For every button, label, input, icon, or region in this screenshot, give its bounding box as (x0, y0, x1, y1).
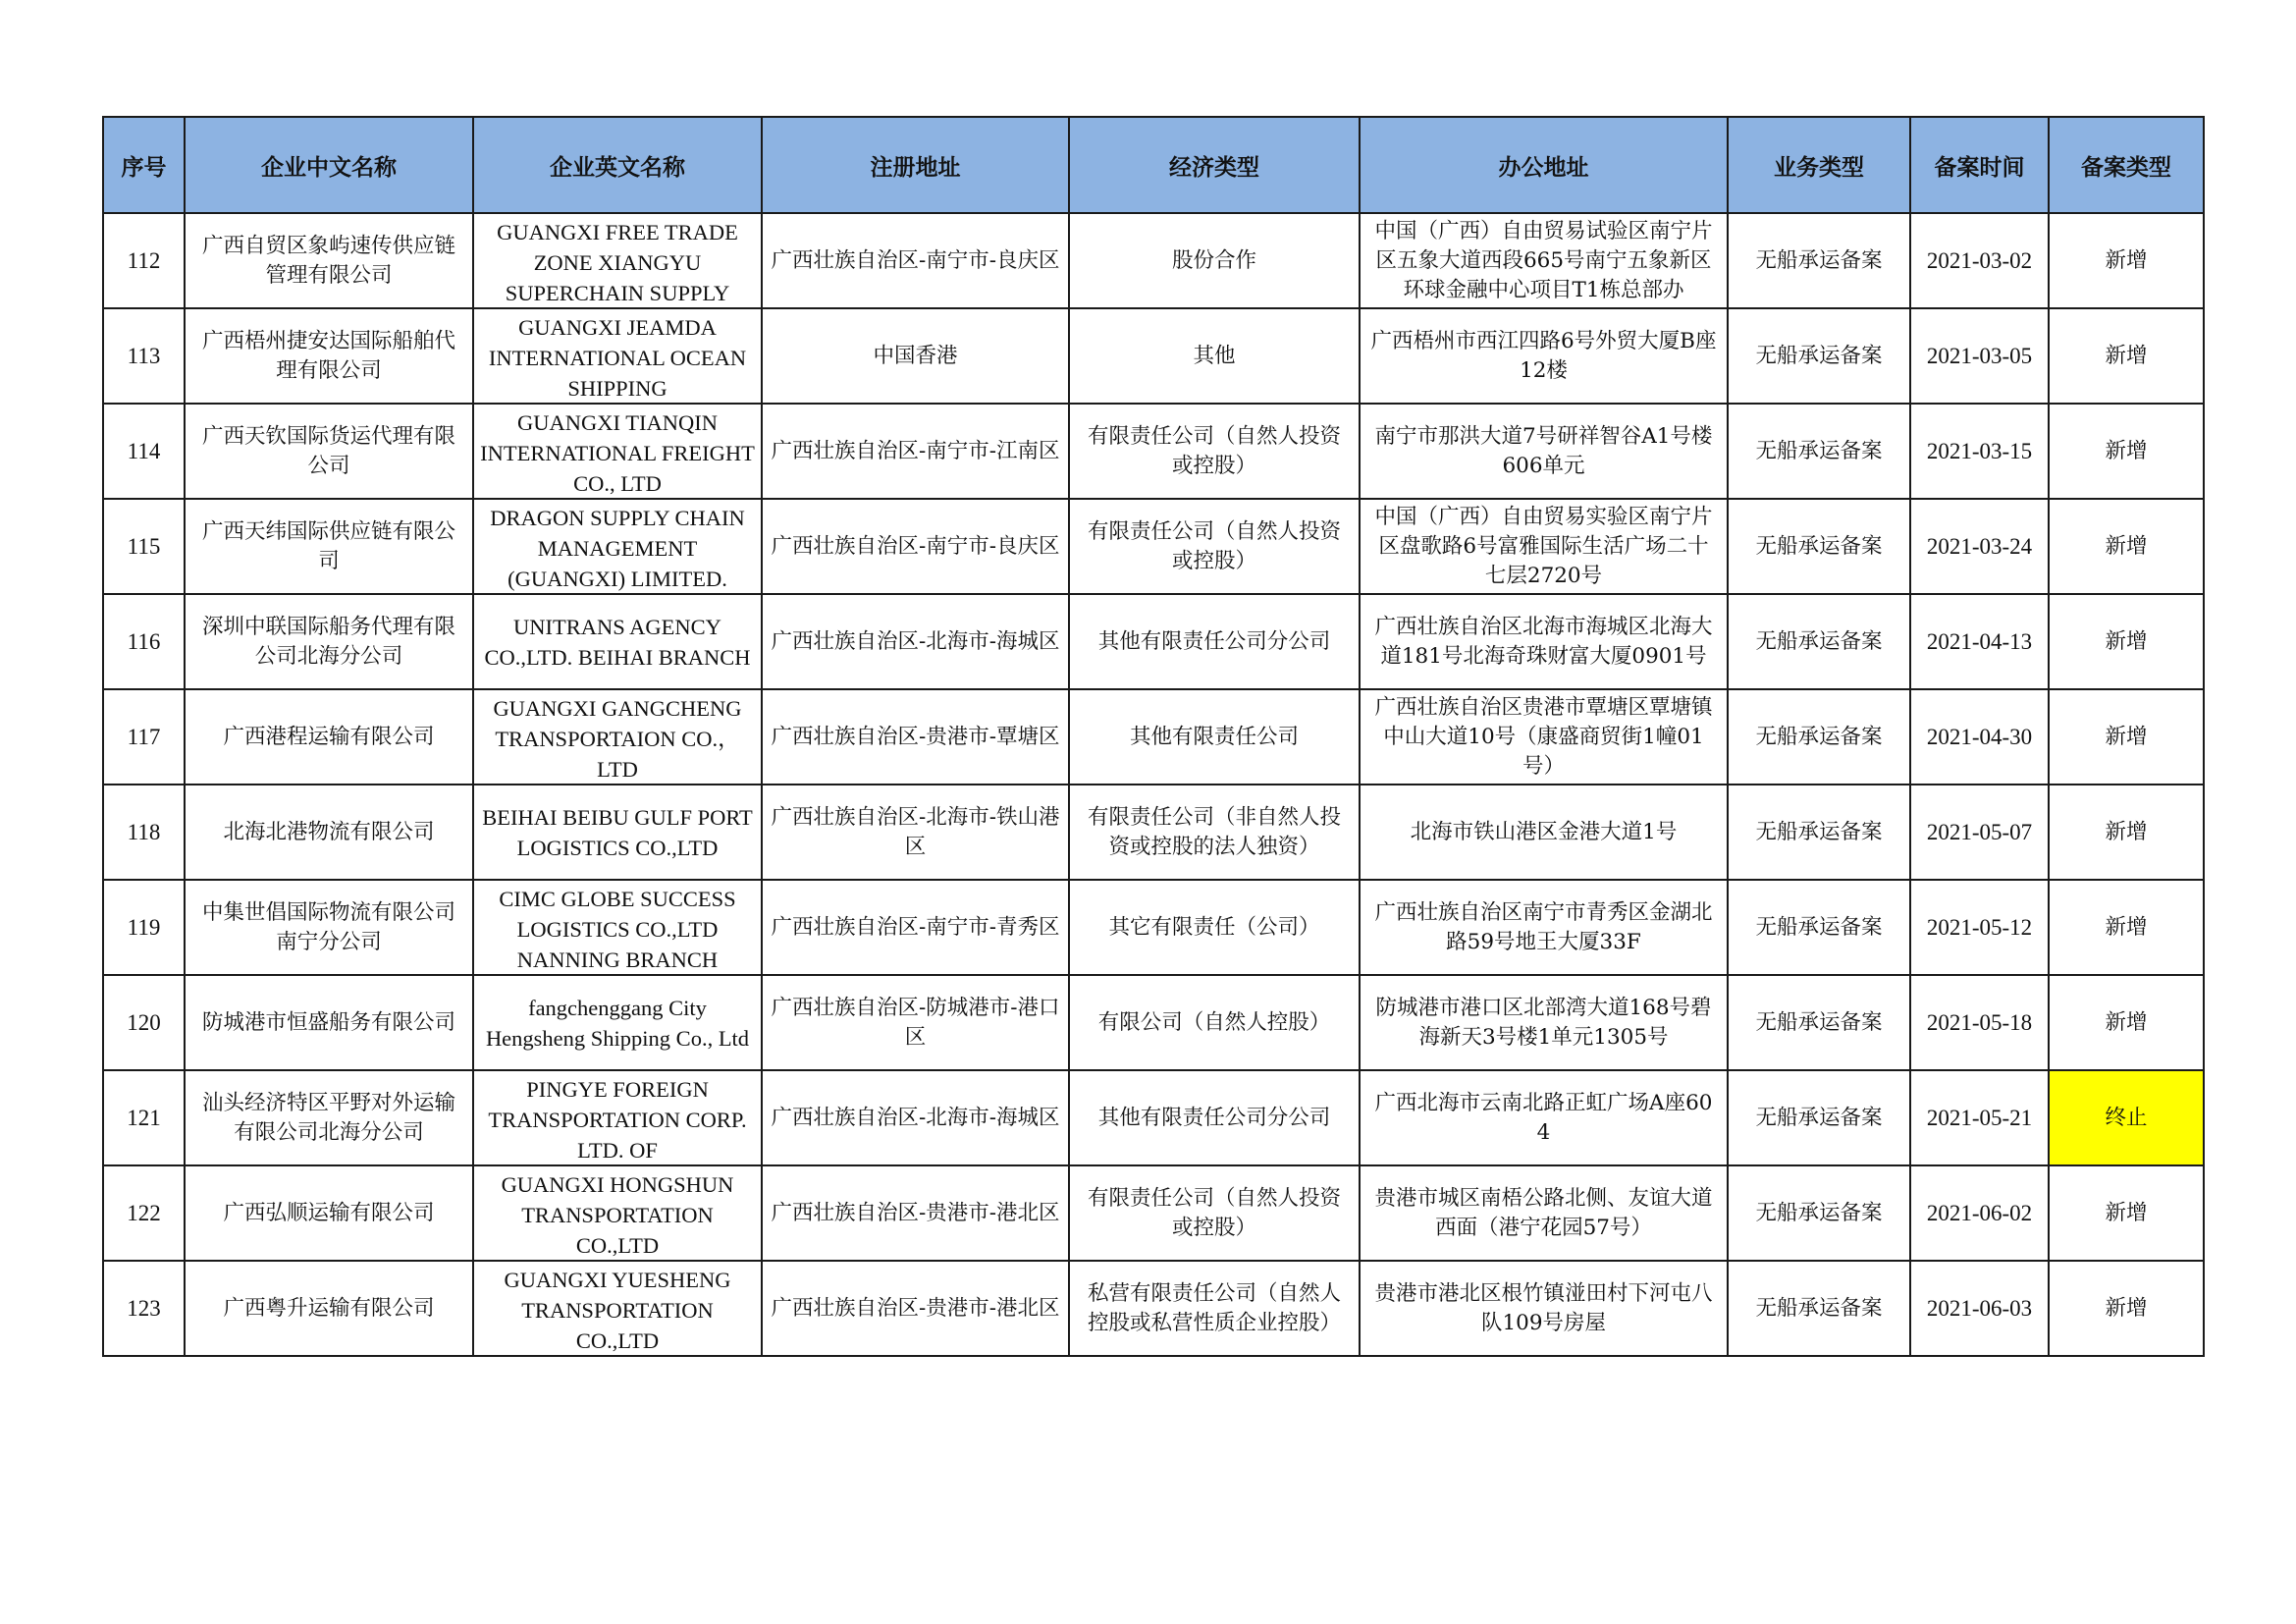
cell-filing-type-text: 新增 (2105, 819, 2148, 844)
header-cell-cn-name: 企业中文名称 (185, 117, 473, 213)
cell-biz-type (1728, 975, 1910, 1070)
cell-cn-name (185, 689, 473, 785)
cell-en-name (473, 785, 762, 880)
cell-office-addr (1360, 689, 1728, 785)
cell-en-name (473, 594, 762, 689)
cell-biz-type-text: 无船承运备案 (1755, 533, 1883, 559)
cell-en-name (473, 1261, 762, 1356)
cell-biz-type (1728, 308, 1910, 404)
table-row (103, 785, 2204, 880)
cell-cn-name-text: 广西港程运输有限公司 (223, 724, 435, 749)
cell-econ-type-text: 其它有限责任（公司） (1108, 914, 1320, 940)
cell-biz-type-text: 无船承运备案 (1755, 1105, 1883, 1130)
cell-en-name-text: GUANGXI TIANQIN INTERNATIONAL FREIGHT CO., LTD (480, 409, 755, 496)
cell-office-addr-text: 广西壮族自治区贵港市覃塘区覃塘镇中山大道10号（康盛商贸街1幢01号） (1374, 694, 1713, 779)
cell-office-addr (1360, 975, 1728, 1070)
cell-reg-addr (762, 1261, 1069, 1356)
cell-cn-name (185, 1070, 473, 1165)
cell-filing-type-text: 新增 (2105, 1295, 2148, 1321)
cell-no (103, 213, 185, 308)
cell-biz-type (1728, 594, 1910, 689)
cell-biz-type-text: 无船承运备案 (1755, 343, 1883, 368)
cell-cn-name-text: 广西弘顺运输有限公司 (223, 1200, 435, 1225)
cell-date (1910, 1261, 2049, 1356)
cell-no (103, 594, 185, 689)
cell-reg-addr (762, 1165, 1069, 1261)
cell-econ-type (1069, 689, 1360, 785)
cell-reg-addr (762, 689, 1069, 785)
cell-date (1910, 975, 2049, 1070)
cell-date-text: 2021-05-12 (1926, 914, 2033, 940)
cell-no-text: 122 (127, 1200, 161, 1225)
cell-date-text: 2021-03-02 (1926, 247, 2033, 273)
cell-biz-type (1728, 785, 1910, 880)
cell-econ-type (1069, 308, 1360, 404)
cell-econ-type (1069, 1165, 1360, 1261)
cell-en-name (473, 308, 762, 404)
cell-cn-name-text: 防城港市恒盛船务有限公司 (201, 1009, 455, 1035)
cell-office-addr-text: 中国（广西）自由贸易试验区南宁片区五象大道西段665号南宁五象新区环球金融中心项目T1栋总部办 (1374, 218, 1713, 302)
table-row (103, 1165, 2204, 1261)
cell-office-addr-text: 贵港市港北区根竹镇湴田村下河屯八队109号房屋 (1374, 1280, 1713, 1335)
cell-no (103, 1070, 185, 1165)
cell-filing-type (2049, 880, 2204, 975)
cell-reg-addr (762, 404, 1069, 499)
cell-econ-type-text: 其他有限责任公司 (1129, 724, 1299, 749)
cell-biz-type-text: 无船承运备案 (1755, 438, 1883, 463)
cell-date (1910, 689, 2049, 785)
cell-en-name-text: BEIHAI BEIBU GULF PORT LOGISTICS CO.,LTD (482, 804, 753, 860)
cell-date-text: 2021-06-02 (1926, 1200, 2033, 1225)
cell-biz-type-text: 无船承运备案 (1755, 914, 1883, 940)
cell-no-text: 113 (127, 343, 161, 368)
table-row (103, 404, 2204, 499)
cell-reg-addr (762, 1070, 1069, 1165)
cell-reg-addr-text: 中国香港 (873, 343, 958, 368)
table-row (103, 308, 2204, 404)
cell-en-name-text: GUANGXI YUESHENG TRANSPORTATION CO.,LTD (504, 1267, 731, 1353)
cell-en-name (473, 404, 762, 499)
cell-cn-name (185, 1261, 473, 1356)
cell-filing-type-text: 新增 (2105, 533, 2148, 559)
cell-biz-type-text: 无船承运备案 (1755, 247, 1883, 273)
cell-filing-type-text: 新增 (2105, 914, 2148, 940)
header-cell-filing-type: 备案类型 (2049, 117, 2204, 213)
cell-biz-type (1728, 689, 1910, 785)
cell-econ-type (1069, 880, 1360, 975)
cell-cn-name-text: 广西天钦国际货运代理有限公司 (201, 423, 455, 478)
cell-en-name (473, 1165, 762, 1261)
cell-reg-addr (762, 975, 1069, 1070)
cell-no (103, 499, 185, 594)
cell-date-text: 2021-05-21 (1926, 1105, 2033, 1130)
cell-reg-addr-text: 广西壮族自治区-南宁市-良庆区 (771, 533, 1060, 559)
cell-filing-type-text: 新增 (2105, 438, 2148, 463)
cell-biz-type-text: 无船承运备案 (1755, 1200, 1883, 1225)
cell-filing-type (2049, 308, 2204, 404)
cell-filing-type-text: 新增 (2105, 628, 2148, 654)
cell-date (1910, 785, 2049, 880)
cell-filing-type-text: 新增 (2105, 343, 2148, 368)
cell-filing-type (2049, 499, 2204, 594)
cell-filing-type (2049, 594, 2204, 689)
cell-en-name-text: DRAGON SUPPLY CHAIN MANAGEMENT (GUANGXI) LIMITED. (490, 505, 745, 591)
table-row (103, 213, 2204, 308)
table-row (103, 689, 2204, 785)
cell-reg-addr (762, 308, 1069, 404)
cell-reg-addr-text: 广西壮族自治区-北海市-海城区 (771, 1105, 1060, 1130)
cell-date (1910, 404, 2049, 499)
cell-no (103, 1261, 185, 1356)
cell-reg-addr (762, 594, 1069, 689)
table-row (103, 975, 2204, 1070)
cell-reg-addr-text: 广西壮族自治区-贵港市-覃塘区 (771, 724, 1060, 749)
cell-date (1910, 499, 2049, 594)
cell-en-name (473, 880, 762, 975)
cell-no-text: 118 (127, 819, 161, 844)
header-cell-en-name: 企业英文名称 (473, 117, 762, 213)
cell-econ-type (1069, 1261, 1360, 1356)
cell-biz-type (1728, 880, 1910, 975)
cell-econ-type (1069, 499, 1360, 594)
header-cell-reg-addr: 注册地址 (762, 117, 1069, 213)
cell-no (103, 689, 185, 785)
cell-no-text: 116 (127, 628, 161, 654)
cell-biz-type-text: 无船承运备案 (1755, 724, 1883, 749)
cell-no-text: 115 (127, 533, 161, 559)
cell-no-text: 112 (127, 247, 161, 273)
header-cell-office-addr: 办公地址 (1360, 117, 1728, 213)
cell-biz-type (1728, 213, 1910, 308)
cell-office-addr-text: 贵港市城区南梧公路北侧、友谊大道西面（港宁花园57号） (1374, 1185, 1713, 1240)
cell-date (1910, 308, 2049, 404)
cell-office-addr (1360, 1070, 1728, 1165)
cell-en-name-text: GUANGXI FREE TRADE ZONE XIANGYU SUPERCHAIN SUPPLY (497, 219, 738, 305)
cell-en-name-text: CIMC GLOBE SUCCESS LOGISTICS CO.,LTD NANNING BRANCH (499, 886, 736, 972)
cell-no (103, 785, 185, 880)
cell-date (1910, 880, 2049, 975)
cell-date (1910, 594, 2049, 689)
cell-cn-name (185, 785, 473, 880)
cell-office-addr (1360, 404, 1728, 499)
cell-no-text: 123 (127, 1295, 161, 1321)
cell-office-addr (1360, 785, 1728, 880)
cell-en-name (473, 499, 762, 594)
cell-reg-addr-text: 广西壮族自治区-南宁市-江南区 (771, 438, 1060, 463)
cell-en-name-text: UNITRANS AGENCY CO.,LTD. BEIHAI BRANCH (484, 614, 751, 670)
cell-reg-addr-text: 广西壮族自治区-南宁市-良庆区 (771, 247, 1060, 273)
cell-biz-type (1728, 1165, 1910, 1261)
cell-cn-name-text: 中集世倡国际物流有限公司南宁分公司 (201, 899, 455, 954)
cell-econ-type-text: 私营有限责任公司（自然人控股或私营性质企业控股） (1087, 1280, 1341, 1335)
cell-no-text: 120 (127, 1009, 161, 1035)
cell-filing-type-text: 新增 (2105, 1009, 2148, 1035)
cell-en-name (473, 975, 762, 1070)
cell-office-addr-text: 中国（广西）自由贸易实验区南宁片区盘歌路6号富雅国际生活广场二十七层2720号 (1374, 504, 1713, 588)
cell-office-addr (1360, 213, 1728, 308)
cell-date-text: 2021-04-13 (1926, 628, 2033, 654)
cell-no-text: 117 (127, 724, 161, 749)
cell-office-addr-text: 广西梧州市西江四路6号外贸大厦B座12楼 (1370, 328, 1717, 383)
cell-date-text: 2021-03-24 (1926, 533, 2033, 559)
cell-cn-name-text: 汕头经济特区平野对外运输有限公司北海分公司 (201, 1090, 455, 1145)
cell-en-name (473, 689, 762, 785)
cell-biz-type-text: 无船承运备案 (1755, 1295, 1883, 1321)
cell-office-addr-text: 广西壮族自治区北海市海城区北海大道181号北海奇珠财富大厦0901号 (1374, 614, 1713, 669)
cell-econ-type-text: 有限责任公司（自然人投资或控股） (1087, 1185, 1341, 1240)
cell-econ-type-text: 其他 (1193, 343, 1236, 368)
cell-econ-type (1069, 785, 1360, 880)
cell-cn-name-text: 广西天纬国际供应链有限公司 (201, 518, 455, 573)
cell-cn-name-text: 广西粤升运输有限公司 (223, 1295, 435, 1321)
cell-office-addr (1360, 880, 1728, 975)
cell-filing-type-text: 新增 (2105, 1200, 2148, 1225)
table-body (103, 213, 2204, 1356)
cell-reg-addr-text: 广西壮族自治区-防城港市-港口区 (771, 995, 1060, 1050)
cell-cn-name (185, 594, 473, 689)
cell-biz-type-text: 无船承运备案 (1755, 819, 1883, 844)
header-cell-biz-type: 业务类型 (1728, 117, 1910, 213)
cell-econ-type (1069, 594, 1360, 689)
cell-biz-type-text: 无船承运备案 (1755, 628, 1883, 654)
cell-date-text: 2021-06-03 (1926, 1295, 2033, 1321)
cell-office-addr-text: 北海市铁山港区金港大道1号 (1410, 819, 1678, 844)
cell-cn-name (185, 499, 473, 594)
cell-filing-type (2049, 1165, 2204, 1261)
cell-econ-type (1069, 404, 1360, 499)
cell-en-name-text: PINGYE FOREIGN TRANSPORTATION CORP. LTD. OF (488, 1076, 747, 1163)
cell-date-text: 2021-03-15 (1926, 438, 2033, 463)
cell-biz-type (1728, 1070, 1910, 1165)
cell-filing-type-text: 新增 (2105, 247, 2148, 273)
cell-econ-type (1069, 975, 1360, 1070)
cell-cn-name (185, 880, 473, 975)
cell-reg-addr-text: 广西壮族自治区-贵港市-港北区 (771, 1200, 1060, 1225)
cell-econ-type-text: 其他有限责任公司分公司 (1097, 628, 1331, 654)
cell-cn-name (185, 975, 473, 1070)
cell-no (103, 975, 185, 1070)
cell-cn-name (185, 404, 473, 499)
cell-office-addr-text: 广西壮族自治区南宁市青秀区金湖北路59号地王大厦33F (1374, 899, 1713, 954)
cell-filing-type-text: 终止 (2105, 1105, 2148, 1130)
cell-cn-name-text: 广西自贸区象屿速传供应链管理有限公司 (201, 233, 455, 288)
cell-filing-type (2049, 1261, 2204, 1356)
header-cell-econ-type: 经济类型 (1069, 117, 1360, 213)
cell-econ-type-text: 有限责任公司（自然人投资或控股） (1087, 518, 1341, 573)
cell-econ-type (1069, 1070, 1360, 1165)
cell-reg-addr (762, 213, 1069, 308)
cell-cn-name-text: 深圳中联国际船务代理有限公司北海分公司 (201, 614, 455, 669)
cell-reg-addr-text: 广西壮族自治区-贵港市-港北区 (771, 1295, 1060, 1321)
table-row (103, 880, 2204, 975)
cell-reg-addr-text: 广西壮族自治区-北海市-海城区 (771, 628, 1060, 654)
cell-reg-addr (762, 880, 1069, 975)
cell-en-name-text: GUANGXI GANGCHENG TRANSPORTAION CO.，LTD (493, 695, 742, 782)
cell-filing-type (2049, 975, 2204, 1070)
cell-no (103, 308, 185, 404)
cell-office-addr (1360, 308, 1728, 404)
cell-en-name-text: GUANGXI HONGSHUN TRANSPORTATION CO.,LTD (501, 1171, 734, 1258)
cell-biz-type (1728, 499, 1910, 594)
cell-econ-type-text: 有限责任公司（非自然人投资或控股的法人独资） (1087, 804, 1341, 859)
cell-econ-type-text: 有限责任公司（自然人投资或控股） (1087, 423, 1341, 478)
cell-office-addr (1360, 594, 1728, 689)
cell-office-addr-text: 南宁市那洪大道7号研祥智谷A1号楼606单元 (1374, 423, 1713, 478)
registry-table (102, 116, 2205, 1357)
table-row (103, 594, 2204, 689)
header-cell-date: 备案时间 (1910, 117, 2049, 213)
cell-econ-type-text: 股份合作 (1171, 247, 1256, 273)
cell-en-name-text: GUANGXI JEAMDA INTERNATIONAL OCEAN SHIPPING (488, 314, 747, 401)
cell-econ-type-text: 有限公司（自然人控股） (1097, 1009, 1331, 1035)
cell-cn-name (185, 213, 473, 308)
cell-filing-type-text: 新增 (2105, 724, 2148, 749)
cell-filing-type (2049, 1070, 2204, 1165)
cell-en-name-text: fangchenggang City Hengsheng Shipping Co., Ltd (485, 995, 750, 1051)
cell-reg-addr (762, 785, 1069, 880)
cell-en-name (473, 213, 762, 308)
cell-reg-addr (762, 499, 1069, 594)
cell-office-addr-text: 广西北海市云南北路正虹广场A座604 (1374, 1090, 1713, 1145)
cell-econ-type (1069, 213, 1360, 308)
cell-date-text: 2021-04-30 (1926, 724, 2033, 749)
cell-biz-type (1728, 1261, 1910, 1356)
cell-date-text: 2021-05-07 (1926, 819, 2033, 844)
cell-date (1910, 1070, 2049, 1165)
cell-office-addr (1360, 1261, 1728, 1356)
cell-cn-name-text: 北海北港物流有限公司 (223, 819, 435, 844)
cell-office-addr (1360, 1165, 1728, 1261)
cell-reg-addr-text: 广西壮族自治区-南宁市-青秀区 (771, 914, 1060, 940)
cell-date-text: 2021-03-05 (1926, 343, 2033, 368)
table-row (103, 1070, 2204, 1165)
cell-office-addr-text: 防城港市港口区北部湾大道168号碧海新天3号楼1单元1305号 (1375, 995, 1712, 1050)
cell-biz-type-text: 无船承运备案 (1755, 1009, 1883, 1035)
cell-cn-name (185, 1165, 473, 1261)
cell-no-text: 114 (127, 438, 161, 463)
cell-en-name (473, 1070, 762, 1165)
cell-filing-type (2049, 689, 2204, 785)
cell-no (103, 1165, 185, 1261)
cell-no (103, 404, 185, 499)
table-row (103, 1261, 2204, 1356)
cell-biz-type (1728, 404, 1910, 499)
header-cell-no: 序号 (103, 117, 185, 213)
cell-no-text: 119 (127, 914, 161, 940)
cell-filing-type (2049, 213, 2204, 308)
cell-office-addr (1360, 499, 1728, 594)
cell-date (1910, 213, 2049, 308)
cell-cn-name (185, 308, 473, 404)
table-row (103, 499, 2204, 594)
cell-no (103, 880, 185, 975)
cell-cn-name-text: 广西梧州捷安达国际船舶代理有限公司 (201, 328, 455, 383)
cell-reg-addr-text: 广西壮族自治区-北海市-铁山港区 (771, 804, 1060, 859)
cell-econ-type-text: 其他有限责任公司分公司 (1097, 1105, 1331, 1130)
header-row (103, 117, 2204, 213)
cell-date-text: 2021-05-18 (1926, 1009, 2033, 1035)
cell-filing-type (2049, 785, 2204, 880)
cell-no-text: 121 (127, 1105, 161, 1130)
cell-date (1910, 1165, 2049, 1261)
cell-filing-type (2049, 404, 2204, 499)
